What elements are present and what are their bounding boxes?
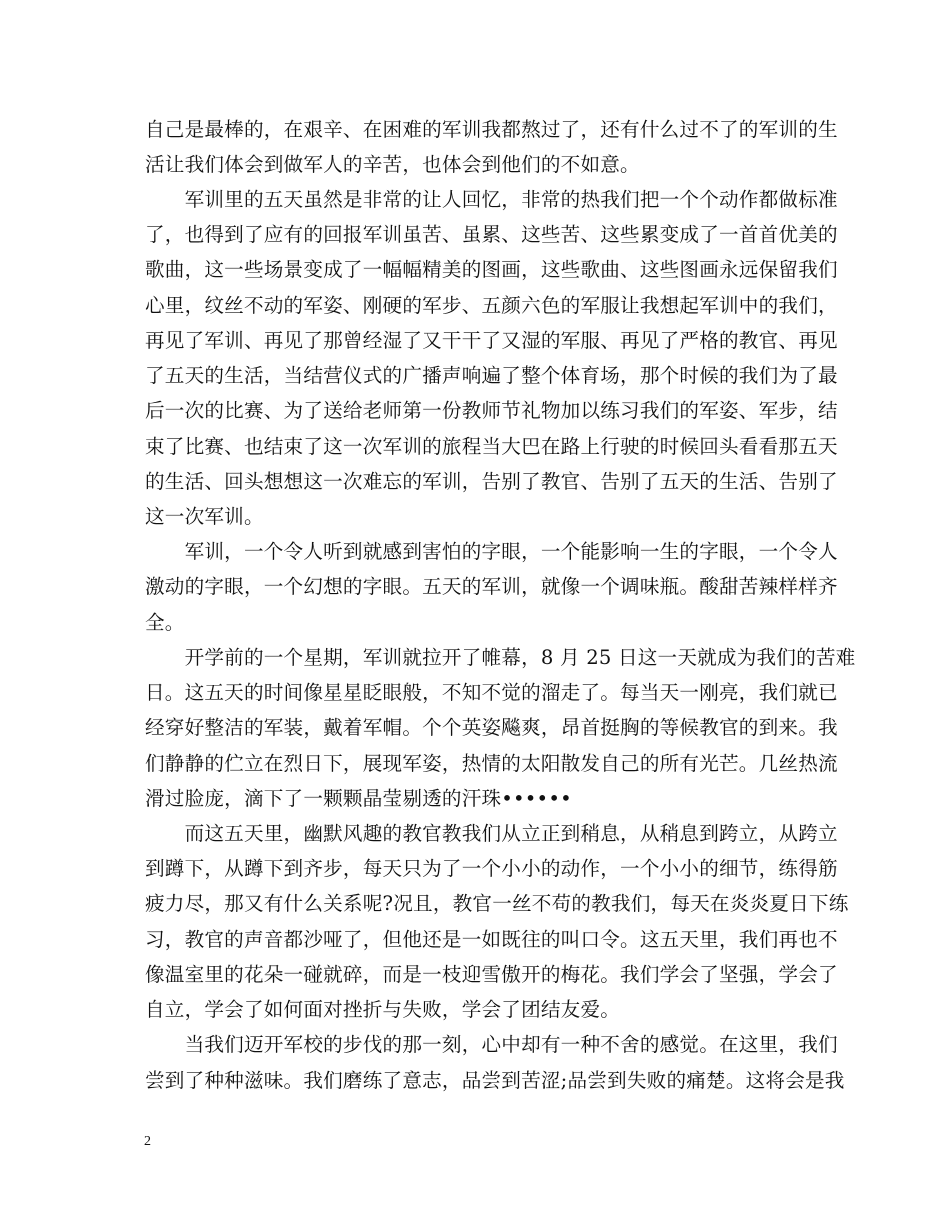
text-line: 像温室里的花朵一碰就碎，而是一枝迎雪傲开的梅花。我们学会了坚强，学会了 [145,963,838,986]
text-line: 疲力尽，那又有什么关系呢?况且，教官一丝不苟的教我们，每天在炎炎夏日下练 [145,892,849,915]
page-number: 2 [144,1134,151,1149]
text-line: 全。 [145,611,185,634]
text-line: 束了比赛、也结束了这一次军训的旅程当大巴在路上行驶的时候回头看看那五天 [145,435,838,458]
text-line: 们静静的伫立在烈日下，展现军姿，热情的太阳散发自己的所有光芒。几丝热流 [145,752,838,775]
text-line: 军训，一个令人听到就感到害怕的字眼，一个能影响一生的字眼，一个令人 [145,540,838,563]
text-line: 日。这五天的时间像星星眨眼般，不知不觉的溜走了。每当天一刚亮，我们就已 [145,681,838,704]
text-line: 军训里的五天虽然是非常的让人回忆，非常的热我们把一个个动作都做标准 [145,188,838,211]
text-line: 了，也得到了应有的回报军训虽苦、虽累、这些苦、这些累变成了一首首优美的 [145,223,838,246]
text-line: 到蹲下，从蹲下到齐步，每天只为了一个小小的动作，一个小小的细节，练得筋 [145,857,838,880]
text-line: 习，教官的声音都沙哑了，但他还是一如既往的叫口令。这五天里，我们再也不 [145,928,838,951]
text-line: 而这五天里，幽默风趣的教官教我们从立正到稍息，从稍息到跨立，从跨立 [145,822,838,845]
text-line: 歌曲，这一些场景变成了一幅幅精美的图画，这些歌曲、这些图画永远保留我们 [145,258,838,281]
text-line: 尝到了种种滋味。我们磨练了意志，品尝到苦涩;品尝到失败的痛楚。这将会是我 [145,1069,845,1092]
text-line: 激动的字眼，一个幻想的字眼。五天的军训，就像一个调味瓶。酸甜苦辣样样齐 [145,575,838,598]
text-line: 自己是最棒的，在艰辛、在困难的军训我都熬过了，还有什么过不了的军训的生 [145,118,838,141]
text-line: 了五天的生活，当结营仪式的广播声响遍了整个体育场，那个时候的我们为了最 [145,364,838,387]
text-line: 的生活、回头想想这一次难忘的军训，告别了教官、告别了五天的生活、告别了 [145,470,838,493]
text-line: 当我们迈开军校的步伐的那一刻，心中却有一种不舍的感觉。在这里，我们 [145,1033,838,1056]
text-line: 自立，学会了如何面对挫折与失败，学会了团结友爱。 [145,998,621,1021]
text-line: 经穿好整洁的军装，戴着军帽。个个英姿飚爽，昂首挺胸的等候教官的到来。我 [145,716,838,739]
text-line: 后一次的比赛、为了送给老师第一份教师节礼物加以练习我们的军姿、军步，结 [145,399,838,422]
text-line: 滑过脸庞，滴下了一颗颗晶莹剔透的汗珠•••••• [145,787,572,810]
text-line: 这一次军训。 [145,505,264,528]
text-line: 开学前的一个星期，军训就拉开了帷幕，8 月 25 日这一天就成为我们的苦难 [145,646,856,669]
text-line: 再见了军训、再见了那曾经湿了又干干了又湿的军服、再见了严格的教官、再见 [145,329,838,352]
text-line: 活让我们体会到做军人的辛苦，也体会到他们的不如意。 [145,153,640,176]
text-line: 心里，纹丝不动的军姿、刚硬的军步、五颜六色的军服让我想起军训中的我们， [145,294,838,317]
